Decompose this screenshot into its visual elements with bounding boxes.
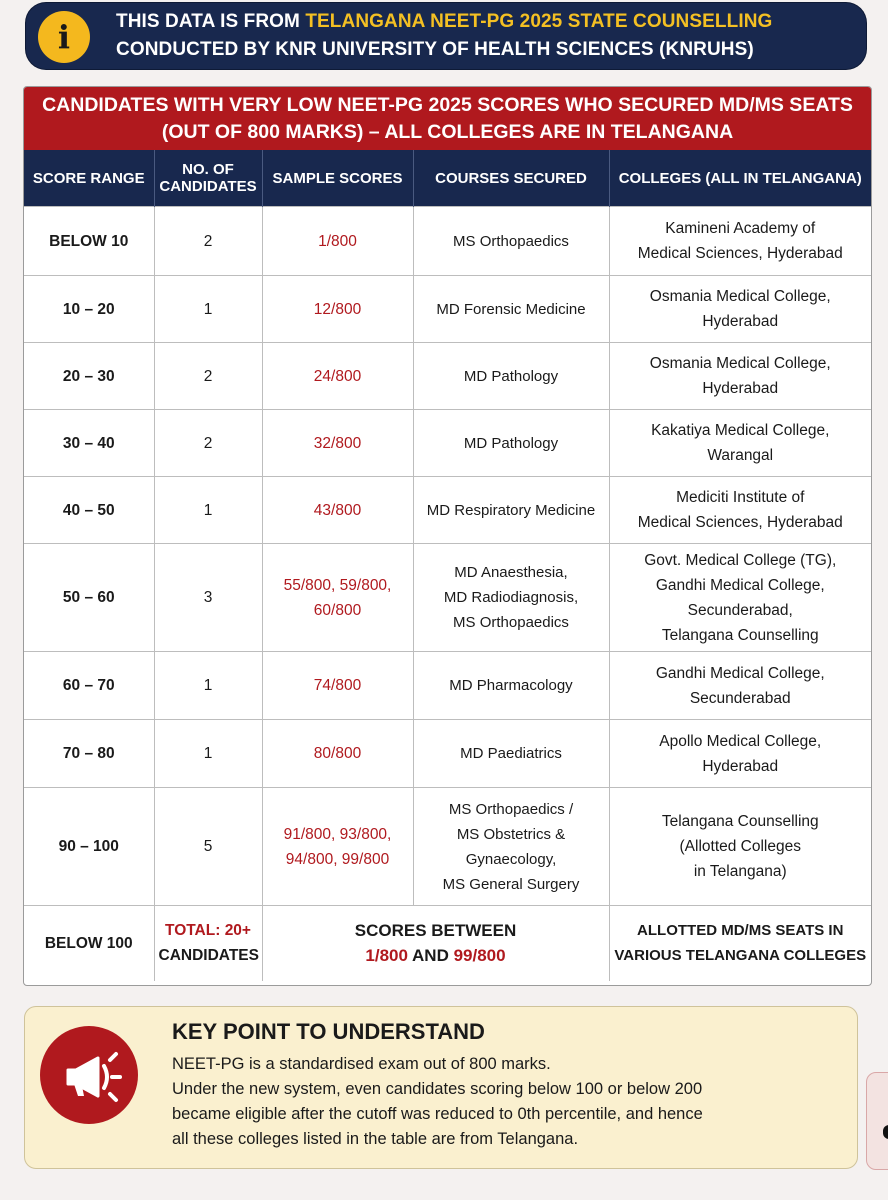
courses-cell-line: MD Forensic Medicine <box>436 300 586 318</box>
colleges-cell <box>609 720 871 788</box>
sample-scores-cell-line: 1/800 <box>318 232 357 250</box>
candidates-table-card <box>23 86 872 986</box>
colleges-cell <box>609 544 871 652</box>
score-range-cell: 50 – 60 <box>24 544 154 652</box>
summary-allotted-line-1: ALLOTTED MD/MS SEATS IN <box>637 922 844 940</box>
sample-scores-cell-line: 12/800 <box>313 300 362 318</box>
score-range-cell: BELOW 10 <box>24 207 154 276</box>
colleges-cell-line: Gandhi Medical College, <box>655 664 825 682</box>
courses-cell-line: MD Pathology <box>463 367 559 385</box>
key-point-title: KEY POINT TO UNDERSTAND <box>172 1019 485 1044</box>
sample-scores-cell-line: 55/800, 59/800, <box>283 576 392 594</box>
score-range-cell: 90 – 100 <box>24 788 154 906</box>
candidate-count-cell: 2 <box>154 343 262 410</box>
table-row <box>24 410 871 477</box>
candidate-count-cell: 1 <box>154 720 262 788</box>
colleges-cell-line: Hyderabad <box>702 313 779 330</box>
courses-cell-line: MS General Surgery <box>442 875 580 893</box>
sample-scores-cell <box>262 652 413 720</box>
sample-scores-cell-line: 94/800, 99/800 <box>285 850 390 868</box>
colleges-cell <box>609 207 871 276</box>
colleges-cell-line: Medical Sciences, Hyderabad <box>637 245 843 262</box>
sample-scores-cell <box>262 410 413 477</box>
header-score-range: SCORE RANGE <box>24 150 154 207</box>
courses-cell-line: MD Anaesthesia, <box>454 564 568 581</box>
colleges-cell-line: Secunderabad, <box>687 601 793 619</box>
courses-cell-line: MD Respiratory Medicine <box>426 501 596 519</box>
sample-scores-cell-line: 74/800 <box>313 677 362 694</box>
summary-between-line-1: SCORES BETWEEN <box>354 921 517 941</box>
candidate-count-cell: 1 <box>154 477 262 544</box>
colleges-cell-line: Secunderabad <box>689 689 791 707</box>
scores-table <box>24 150 871 981</box>
table-row <box>24 720 871 788</box>
key-point-line-4: all these colleges listed in the table are from Telangana. <box>172 1130 579 1148</box>
table-header-row <box>24 150 871 207</box>
courses-cell <box>413 410 609 477</box>
colleges-cell-line: Medical Sciences, Hyderabad <box>637 514 843 531</box>
summary-between-line-2 <box>267 943 605 968</box>
sample-scores-cell <box>262 788 413 906</box>
banner-line-2: CONDUCTED BY KNR UNIVERSITY OF HEALTH SCIENCES (KNRUHS) <box>116 39 754 60</box>
courses-cell <box>413 544 609 652</box>
courses-cell <box>413 720 609 788</box>
banner-prefix: THIS DATA IS FROM <box>116 11 306 32</box>
sample-scores-cell <box>262 276 413 343</box>
table-row <box>24 477 871 544</box>
table-title <box>24 87 871 150</box>
colleges-cell-line: in Telangana) <box>693 863 787 880</box>
score-range-cell: 20 – 30 <box>24 343 154 410</box>
sample-scores-cell <box>262 343 413 410</box>
sample-scores-cell-line: 60/800 <box>313 601 362 619</box>
colleges-cell <box>609 788 871 906</box>
colleges-cell-line: Osmania Medical College, <box>649 288 831 305</box>
table-row <box>24 276 871 343</box>
colleges-cell-line: Kakatiya Medical College, <box>651 422 830 439</box>
summary-allotted <box>609 906 871 981</box>
candidate-count-cell: 2 <box>154 410 262 477</box>
summary-allotted-line-2: VARIOUS TELANGANA COLLEGES <box>614 947 867 965</box>
score-range-cell: 60 – 70 <box>24 652 154 720</box>
courses-cell-line: MD Radiodiagnosis, <box>443 589 579 606</box>
header-sample-scores: SAMPLE SCORES <box>262 150 413 207</box>
courses-cell <box>413 788 609 906</box>
megaphone-icon <box>40 1026 138 1124</box>
sample-scores-cell-line: 24/800 <box>313 367 362 385</box>
courses-cell <box>413 207 609 276</box>
header-candidates <box>154 150 262 207</box>
sample-scores-cell-line: 43/800 <box>313 501 362 519</box>
summary-to: 99/800 <box>453 946 506 966</box>
colleges-cell <box>609 477 871 544</box>
courses-cell-line: Gynaecology, <box>465 850 557 868</box>
header-colleges: COLLEGES (ALL IN TELANGANA) <box>609 150 871 207</box>
table-row <box>24 788 871 906</box>
candidate-count-cell: 5 <box>154 788 262 906</box>
sample-scores-cell <box>262 207 413 276</box>
banner-highlight: TELANGANA NEET-PG 2025 STATE COUNSELLING <box>305 11 773 32</box>
key-point-line-2: Under the new system, even candidates scoring below 100 or below 200 <box>172 1080 703 1098</box>
table-row <box>24 652 871 720</box>
colleges-cell-line: Mediciti Institute of <box>676 489 805 506</box>
sample-scores-cell-line: 32/800 <box>313 434 362 452</box>
colleges-cell-line: (Allotted Colleges <box>679 838 801 855</box>
courses-cell-line: MD Pharmacology <box>449 677 573 694</box>
courses-cell-line: MD Paediatrics <box>460 745 562 762</box>
colleges-cell-line: Govt. Medical College (TG), <box>644 551 837 569</box>
table-row <box>24 343 871 410</box>
table-row <box>24 207 871 276</box>
sample-scores-cell <box>262 477 413 544</box>
banner-line-1 <box>116 11 772 33</box>
candidate-count-cell: 3 <box>154 544 262 652</box>
colleges-cell <box>609 652 871 720</box>
side-tab[interactable] <box>866 1072 888 1170</box>
score-range-cell: 40 – 50 <box>24 477 154 544</box>
colleges-cell-line: Osmania Medical College, <box>649 355 831 372</box>
colleges-cell-line: Kamineni Academy of <box>665 220 816 237</box>
colleges-cell-line: Warangal <box>707 447 774 464</box>
summary-between <box>262 906 609 981</box>
summary-range: BELOW 100 <box>24 906 154 981</box>
summary-from: 1/800 <box>365 946 408 966</box>
colleges-cell-line: Hyderabad <box>702 757 779 775</box>
key-point-line-3: became eligible after the cutoff was reduced to 0th percentile, and hence <box>172 1105 703 1123</box>
colleges-cell <box>609 410 871 477</box>
table-row <box>24 544 871 652</box>
info-icon: i <box>38 11 90 63</box>
candidate-count-cell: 2 <box>154 207 262 276</box>
sample-scores-cell-line: 80/800 <box>313 745 362 762</box>
header-candidates-line-1: NO. OF <box>182 161 234 178</box>
summary-total <box>154 906 262 981</box>
table-title-line-2: (OUT OF 800 MARKS) – ALL COLLEGES ARE IN TELANGANA <box>161 121 734 143</box>
colleges-cell <box>609 276 871 343</box>
courses-cell-line: MS Obstetrics & <box>456 825 566 843</box>
candidate-count-cell: 1 <box>154 652 262 720</box>
courses-cell <box>413 276 609 343</box>
colleges-cell-line: Apollo Medical College, <box>659 732 822 750</box>
summary-total-line-2: CANDIDATES <box>158 947 259 965</box>
sample-scores-cell <box>262 544 413 652</box>
courses-cell-line: MS Orthopaedics <box>453 232 569 250</box>
courses-cell <box>413 343 609 410</box>
colleges-cell-line: Hyderabad <box>702 380 779 397</box>
score-range-cell: 30 – 40 <box>24 410 154 477</box>
courses-cell-line: MS Orthopaedics / <box>448 800 574 818</box>
courses-cell-line: MS Orthopaedics <box>453 614 569 631</box>
summary-total-line-1: TOTAL: 20+ <box>165 922 251 940</box>
candidate-count-cell: 1 <box>154 276 262 343</box>
summary-and: AND <box>407 946 454 966</box>
colleges-cell-line: Telangana Counselling <box>661 813 819 830</box>
colleges-cell <box>609 343 871 410</box>
side-tab-handle-icon[interactable] <box>883 1125 888 1139</box>
sample-scores-cell-line: 91/800, 93/800, <box>283 825 392 843</box>
header-candidates-line-2: CANDIDATES <box>159 178 257 195</box>
score-range-cell: 10 – 20 <box>24 276 154 343</box>
sample-scores-cell <box>262 720 413 788</box>
summary-row <box>24 906 871 981</box>
table-title-line-1: CANDIDATES WITH VERY LOW NEET-PG 2025 SCORES WHO SECURED MD/MS SEATS <box>42 94 853 116</box>
courses-cell <box>413 652 609 720</box>
colleges-cell-line: Gandhi Medical College, <box>655 576 825 594</box>
courses-cell <box>413 477 609 544</box>
colleges-cell-line: Telangana Counselling <box>661 626 819 644</box>
key-point-line-1: NEET-PG is a standardised exam out of 800 marks. <box>172 1055 551 1073</box>
header-courses: COURSES SECURED <box>413 150 609 207</box>
score-range-cell: 70 – 80 <box>24 720 154 788</box>
courses-cell-line: MD Pathology <box>463 434 559 452</box>
